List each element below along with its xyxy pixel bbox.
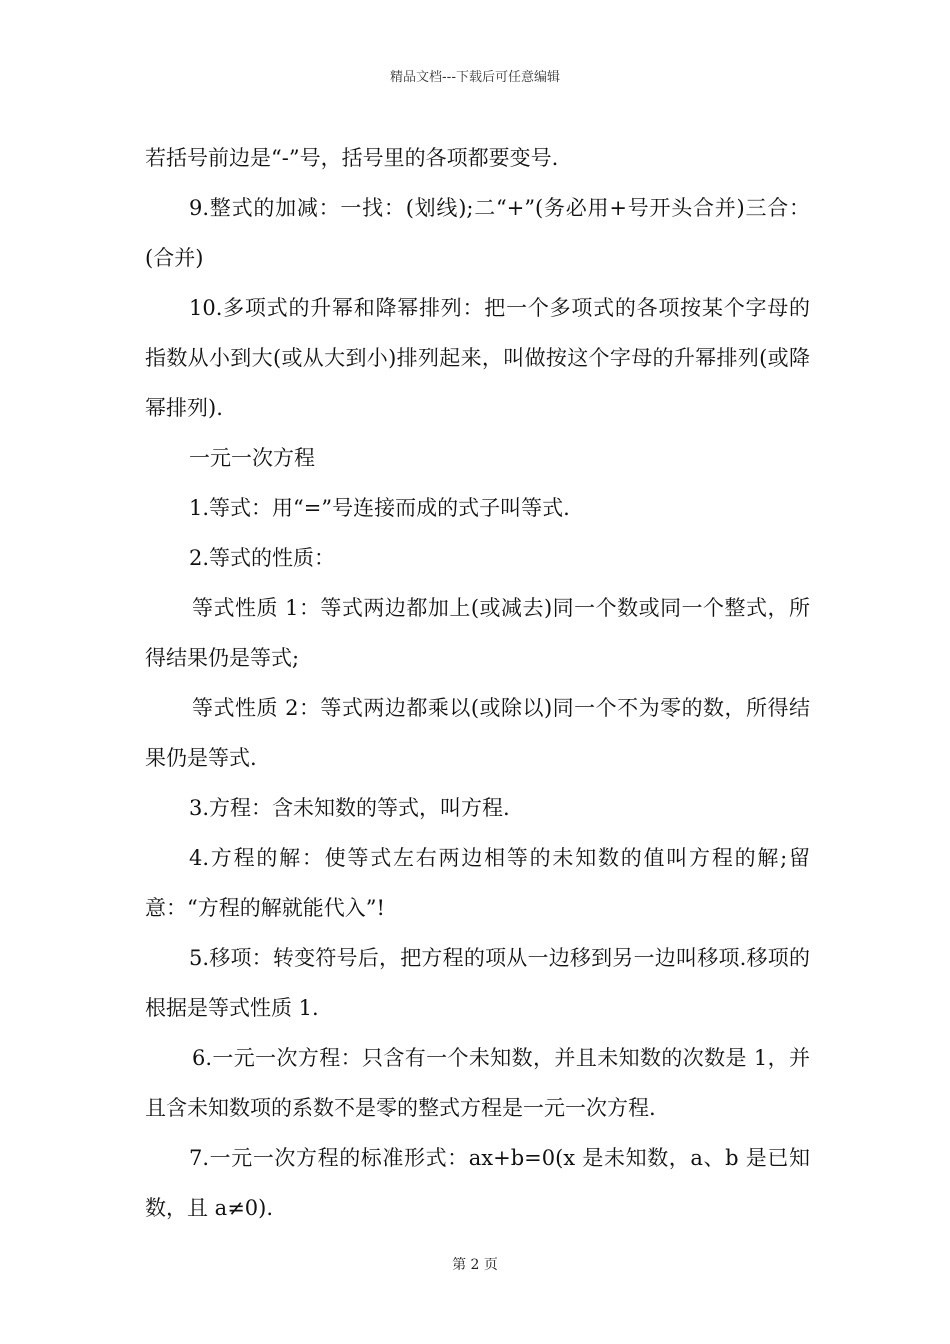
page-number: 第 2 页 xyxy=(452,1257,498,1273)
page-header: 精品文档---下载后可任意编辑 xyxy=(389,70,561,85)
document-body xyxy=(145,133,810,1233)
paragraph: 若括号前边是“-”号，括号里的各项都要变号. xyxy=(145,146,559,170)
paragraph: 等式性质 1：等式两边都加上(或减去)同一个数或同一个整式，所得结果仍是等式; xyxy=(145,596,810,670)
paragraph: 5.移项：转变符号后，把方程的项从一边移到另一边叫移项.移项的根据是等式性质 1. xyxy=(145,946,810,1020)
paragraph: 1.等式：用“=”号连接而成的式子叫等式. xyxy=(189,496,570,520)
paragraph: 6.一元一次方程：只含有一个未知数，并且未知数的次数是 1，并且含未知数项的系数不是零的整式方程是一元一次方程. xyxy=(145,1046,810,1120)
paragraph: 7.一元一次方程的标准形式：ax+b=0(x 是未知数，a、b 是已知数，且 a≠0). xyxy=(145,1146,810,1220)
paragraph: 10.多项式的升幂和降幂排列：把一个多项式的各项按某个字母的指数从小到大(或从大到小)排列起来，叫做按这个字母的升幂排列(或降幂排列). xyxy=(145,296,810,420)
paragraph: 4.方程的解：使等式左右两边相等的未知数的值叫方程的解;留意：“方程的解就能代入”! xyxy=(145,846,810,920)
paragraph: 3.方程：含未知数的等式，叫方程. xyxy=(189,796,510,820)
paragraph: 2.等式的性质： xyxy=(189,546,336,570)
section-heading: 一元一次方程 xyxy=(189,446,315,470)
paragraph: 等式性质 2：等式两边都乘以(或除以)同一个不为零的数，所得结果仍是等式. xyxy=(145,696,810,770)
paragraph: 9.整式的加减：一找：(划线);二“+”(务必用+号开头合并)三合：(合并) xyxy=(145,196,810,270)
